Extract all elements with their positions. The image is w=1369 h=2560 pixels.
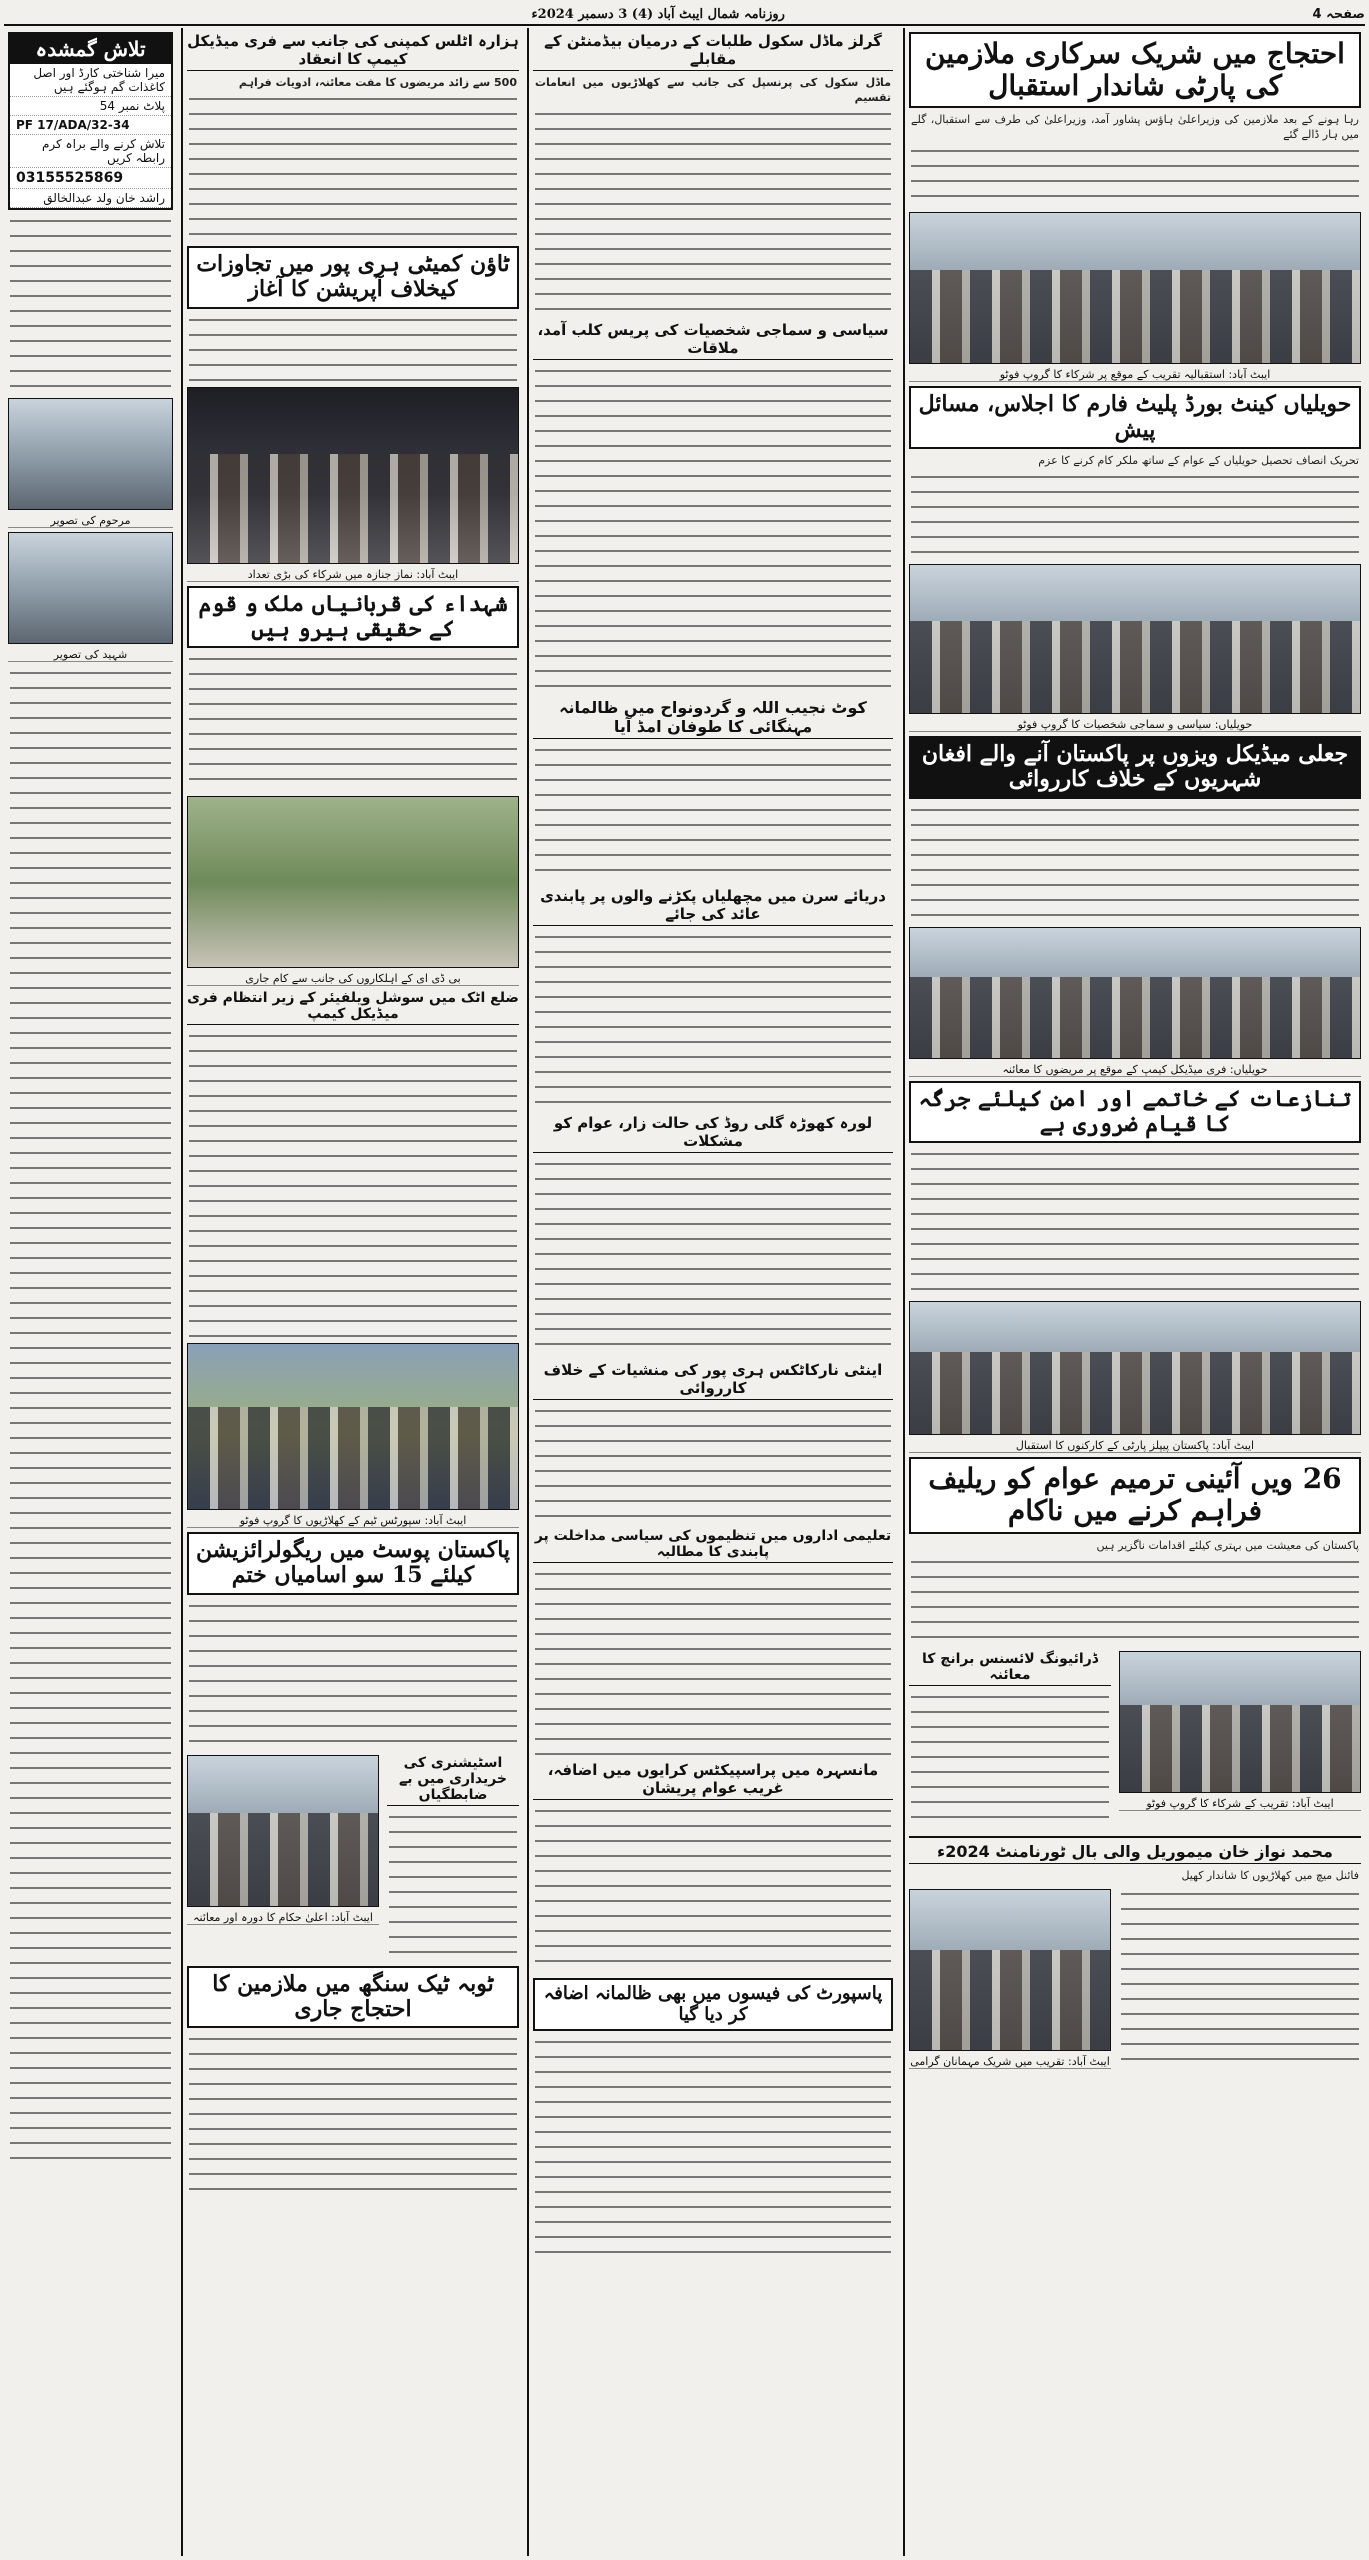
c3-caption-4: ایبٹ آباد: اعلیٰ حکام کا دورہ اور معائنہ: [187, 1911, 379, 1925]
c2-headline-7: تعلیمی اداروں میں تنظیموں کی سیاسی مداخلت پر پابندی کا مطالبہ: [533, 1528, 893, 1563]
portrait-photo-2: [8, 532, 173, 644]
caption-6: ایبٹ آباد: تقریب میں شریک مہمانان گرامی: [910, 2054, 1110, 2068]
c3-headline-1: ہزارہ اٹلس کمپنی کی جانب سے فری میڈیکل کیمپ کا انعقاد: [187, 32, 519, 71]
page-label: صفحہ 4: [1312, 6, 1365, 22]
c3-text-3: [189, 652, 517, 792]
c3-headline-3: شہداء کی قربانیاں ملک و قوم کے حقیقی ہیرو ہیں: [187, 586, 519, 649]
c3-box: [383, 1751, 523, 1962]
c2-text-4: [535, 930, 891, 1110]
c3-text-6: [189, 2032, 517, 2192]
c2-headline-2: سیاسی و سماجی شخصیات کی پریس کلب آمد، ملاقات: [533, 321, 893, 360]
column-1: [903, 28, 1365, 2556]
c2-headline-3: کوٹ نجیب اللہ و گردونواح میں ظالمانہ مہنگائی کا طوفان امڈ آیا: [533, 698, 893, 739]
c3-text-1: [189, 92, 517, 242]
lead-text: [911, 144, 1359, 208]
c3-text-5: [189, 1599, 517, 1749]
story-3-headline: جعلی میڈیکل ویزوں پر پاکستان آنے والے افغان شہریوں کے خلاف کارروائی: [909, 736, 1361, 799]
c2-subhead-1: ماڈل سکول کی پرنسپل کی جانب سے کھلاڑیوں میں انعامات تقسیم: [535, 76, 891, 104]
c2-text-9: [535, 2035, 891, 2255]
c3-box-headline: اسٹیشنری کی خریداری میں بے ضابطگیاں: [387, 1755, 519, 1806]
officials-photo: [187, 1755, 379, 1907]
caption-5: ایبٹ آباد: تقریب کے شرکاء کا گروپ فوٹو: [1119, 1797, 1361, 1811]
c2-text-6: [535, 1404, 891, 1524]
lost-notice-line-1: میرا شناختی کارڈ اور اصل کاغذات گم ہوگئے ہیں: [10, 64, 171, 97]
c2-headline-9: پاسپورٹ کی فیسوں میں بھی ظالمانہ اضافہ کر دیا گیا: [533, 1978, 893, 2031]
c3-photo-4-block: [183, 1751, 383, 1962]
column-3: [181, 28, 523, 2556]
c2-text-5: [535, 1157, 891, 1357]
story-6-headline: محمد نواز خان میموریل والی بال ٹورنامنٹ 2024ء: [909, 1842, 1361, 1864]
sports-team-photo: [187, 1343, 519, 1510]
lost-notice-phone: 03155525869: [10, 168, 171, 189]
caption-2: حویلیاں: سیاسی و سماجی شخصیات کا گروپ فوٹو: [909, 718, 1361, 732]
paper-line: [4, 7, 1313, 22]
c3-text-4: [189, 1029, 517, 1339]
lost-notice-line-2: پلاٹ نمبر 54: [10, 97, 171, 116]
story-4-text: [911, 1147, 1359, 1297]
c2-text-1: [535, 107, 891, 317]
c2-text-2: [535, 364, 891, 694]
c4-text-2: [10, 666, 171, 2166]
lost-notice-ad: [8, 32, 173, 210]
photo-6-block: [905, 1885, 1115, 2073]
group-photo-5: [1119, 1651, 1361, 1793]
c4-text-1: [10, 214, 171, 394]
divider-1: [909, 1836, 1361, 1838]
c3-box-text: [389, 1810, 517, 1960]
story-5-row: [905, 1647, 1365, 1832]
page-number: (4): [631, 6, 654, 22]
story-6-text: [1121, 1887, 1359, 2067]
c2-headline-1: گرلز ماڈل سکول طلبات کے درمیان بیڈمنٹن کے مقابلے: [533, 32, 893, 71]
c3-subhead-1: 500 سے زائد مریضوں کا مفت معائنہ، ادویات فراہم: [238, 76, 517, 89]
paper-title: روزنامہ شمال ایبٹ آباد: [657, 6, 785, 22]
lost-notice-reference: PF 17/ADA/32-34: [10, 116, 171, 135]
issue-date: 3 دسمبر 2024ء: [531, 6, 628, 22]
story-5-summary: پاکستان کی معیشت میں بہتری کیلئے اقدامات ناگزیر ہیں: [1096, 1538, 1359, 1552]
c4-caption-2: شہید کی تصویر: [8, 648, 173, 662]
c3-headline-6: ٹوبہ ٹیک سنگھ میں ملازمین کا احتجاج جاری: [187, 1966, 519, 2029]
lost-notice-line-4: تلاش کرنے والے براہ کرم رابطہ کریں: [10, 135, 171, 168]
photo-5-block: [1115, 1647, 1365, 1832]
c3-bottom-row: [183, 1751, 523, 1962]
c4-caption-1: مرحوم کی تصویر: [8, 514, 173, 528]
c2-headline-6: اینٹی نارکاٹکس ہری پور کی منشیات کے خلاف کارروائی: [533, 1361, 893, 1400]
c3-text-2: [189, 313, 517, 383]
story-3-text: [911, 803, 1359, 923]
caption-1: ایبٹ آباد: استقبالیہ تقریب کے موقع پر شرکاء کا گروپ فوٹو: [909, 368, 1361, 382]
c2-text-3: [535, 743, 891, 883]
c3-headline-5: پاکستان پوسٹ میں ریگولرائزیشن کیلئے 15 سو اسامیاں ختم: [187, 1532, 519, 1595]
c3-headline-4: ضلع اٹک میں سوشل ویلفیئر کے زیر انتظام فری میڈیکل کیمپ: [187, 990, 519, 1025]
lead-summary: رہا ہونے کے بعد ملازمین کی وزیراعلیٰ ہاؤس پشاور آمد، وزیراعلیٰ کی طرف سے استقبال، گلے میں ہار ڈالے گئے: [911, 113, 1359, 142]
story-2-headline: حویلیاں کینٹ بورڈ پلیٹ فارم کا اجلاس، مسائل پیش: [909, 386, 1361, 449]
c2-headline-8: مانسہرہ میں پراسپیکٹس کرایوں میں اضافہ، غریب عوام پریشان: [533, 1761, 893, 1800]
story-5-headline: 26 ویں آئینی ترمیم عوام کو ریلیف فراہم کرنے میں ناکام: [909, 1457, 1361, 1533]
funeral-photo: [187, 387, 519, 564]
side-box-text: [911, 1690, 1109, 1830]
c3-headline-2: ٹاؤن کمیٹی ہری پور میں تجاوزات کیخلاف آپریشن کا آغاز: [187, 246, 519, 309]
c2-headline-4: دریائے سرن میں مچھلیاں پکڑنے والوں پر پابندی عائد کی جائے: [533, 887, 893, 926]
story-2-summary: تحریک انصاف تحصیل حویلیاں کے عوام کے ساتھ ملکر کام کرنے کا عزم: [1038, 453, 1359, 467]
portrait-photo-1: [8, 398, 173, 510]
group-photo-6: [909, 1889, 1111, 2051]
story-4-headline: تنازعات کے خاتمے اور امن کیلئے جرگہ کا قیام ضروری ہے: [909, 1081, 1361, 1144]
c3-caption-2: بی ڈی ای کے اہلکاروں کی جانب سے کام جاری: [187, 972, 519, 986]
story-6-text-block: [1115, 1885, 1365, 2073]
lost-notice-name: راشد خان ولد عبدالخالق: [10, 189, 171, 208]
masthead: [4, 4, 1365, 26]
group-photo-1: [909, 212, 1361, 364]
story-6-row: [905, 1885, 1365, 2073]
story-5-text: [911, 1555, 1359, 1645]
side-box-headline: ڈرائیونگ لائسنس برانچ کا معائنہ: [909, 1651, 1111, 1686]
story-6-summary: فائنل میچ میں کھلاڑیوں کا شاندار کھیل: [1181, 1868, 1359, 1882]
road-gate-photo: [187, 796, 519, 968]
lead-headline: احتجاج میں شریک سرکاری ملازمین کی پارٹی شاندار استقبال: [909, 32, 1361, 108]
c3-caption-1: ایبٹ آباد: نماز جنازہ میں شرکاء کی بڑی تعداد: [187, 568, 519, 582]
medical-camp-photo: [909, 927, 1361, 1059]
caption-3: حویلیاں: فری میڈیکل کیمپ کے موقع پر مریضوں کا معائنہ: [909, 1063, 1361, 1077]
story-2-text: [911, 470, 1359, 560]
column-4: [4, 28, 177, 2556]
c2-text-8: [535, 1804, 891, 1974]
caption-4: ایبٹ آباد: پاکستان پیپلز پارٹی کے کارکنوں کا استقبال: [909, 1439, 1361, 1453]
side-box: [905, 1647, 1115, 1832]
c2-text-7: [535, 1567, 891, 1757]
lost-notice-title: تلاش گمشدہ: [10, 34, 171, 64]
c2-headline-5: لورہ کھوڑہ گلی روڈ کی حالت زار، عوام کو مشکلات: [533, 1114, 893, 1153]
rally-photo: [909, 1301, 1361, 1435]
c3-caption-3: ایبٹ آباد: سپورٹس ٹیم کے کھلاڑیوں کا گروپ فوٹو: [187, 1514, 519, 1528]
column-2: [527, 28, 897, 2556]
group-photo-2: [909, 564, 1361, 714]
